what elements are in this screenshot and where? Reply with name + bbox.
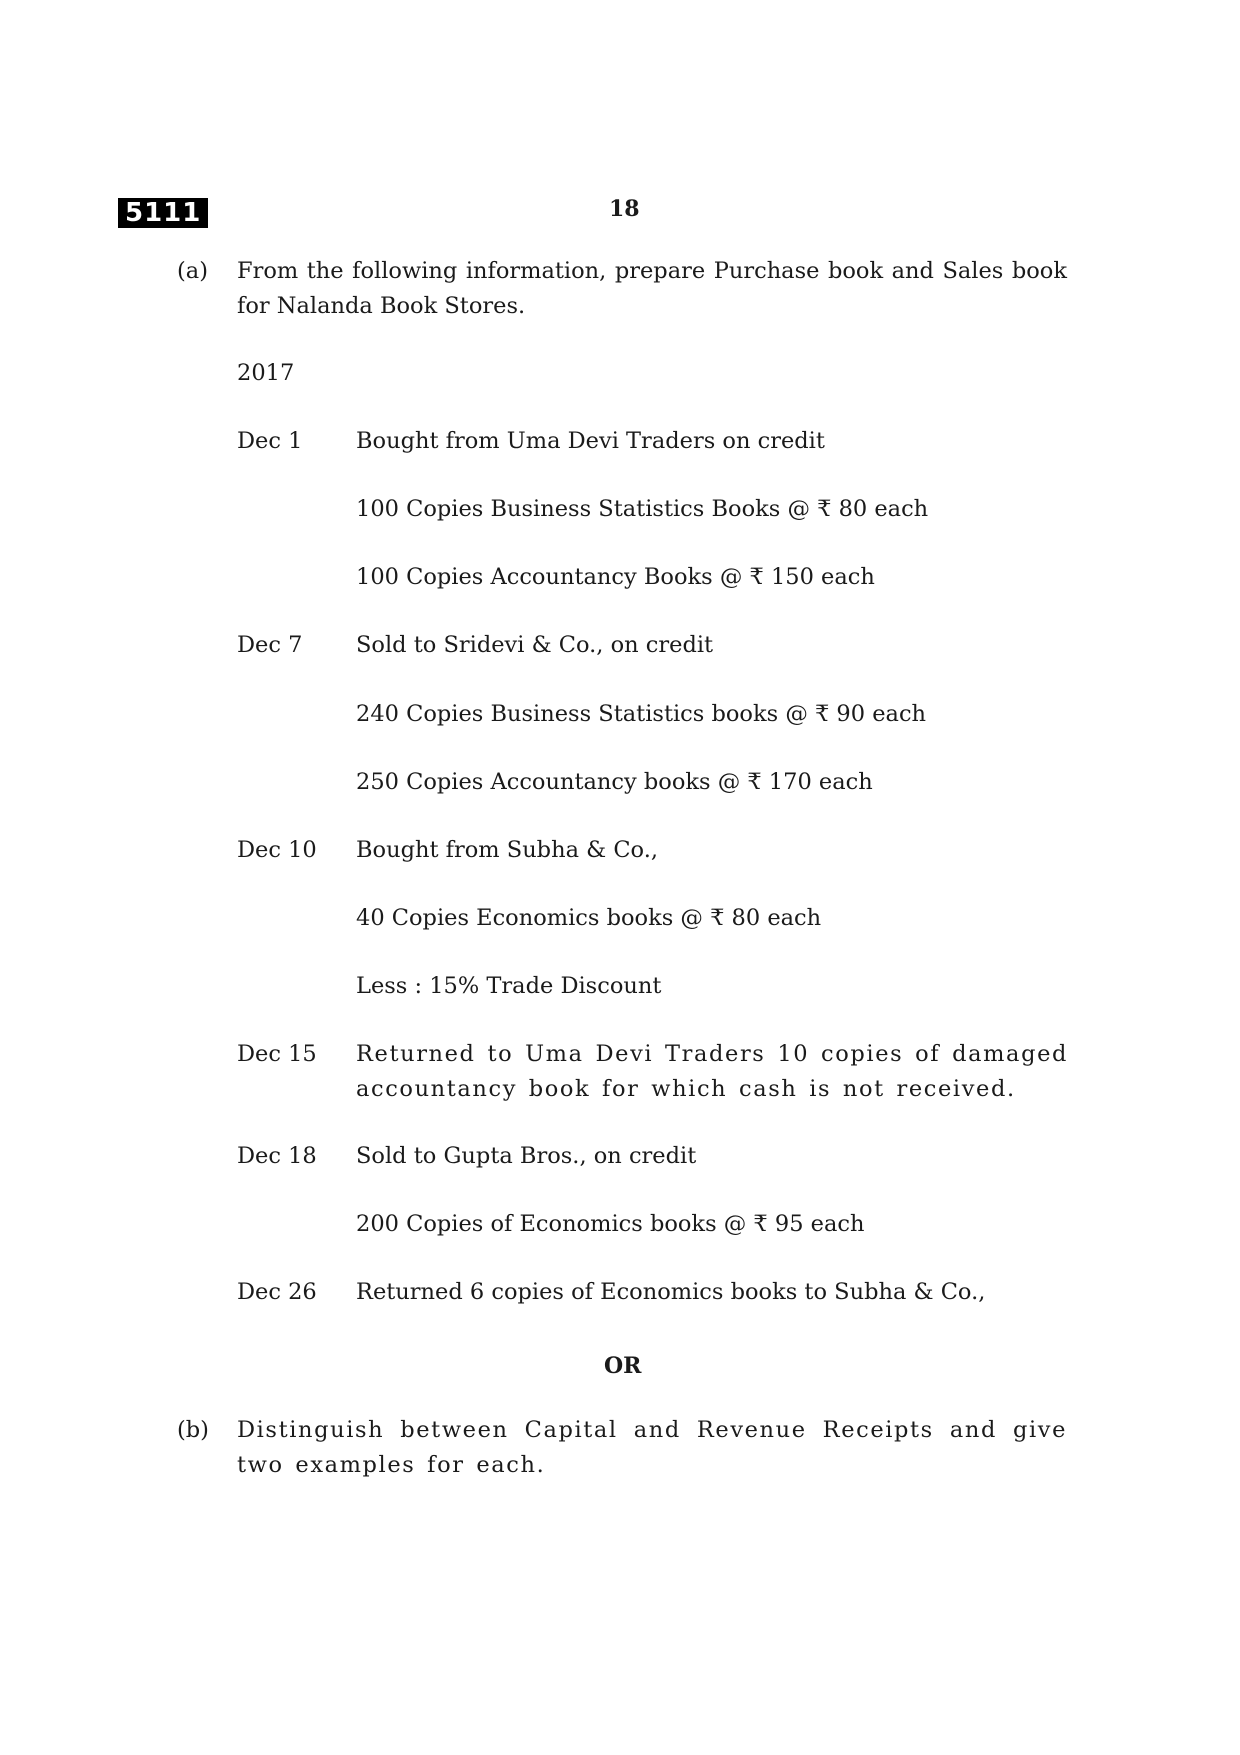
entry-date: Dec 10 [237,837,317,863]
entry-line: Bought from Uma Devi Traders on credit [356,428,825,454]
entry-line: Bought from Subha & Co., [356,837,658,863]
entry-date: Dec 18 [237,1143,317,1169]
page-number: 18 [609,196,640,222]
entry-date: Dec 15 [237,1041,317,1067]
part-b-question: Distinguish between Capital and Revenue Receipts and give two examples for each. [237,1417,1067,1478]
part-b-label: (b) [177,1417,209,1443]
entry-line: Returned 6 copies of Economics books to Subha & Co., [356,1279,986,1305]
entry-date: Dec 1 [237,428,303,454]
entry-line: 200 Copies of Economics books @ ₹ 95 each [356,1211,865,1237]
entry-date: Dec 7 [237,632,303,658]
entry-line: Sold to Sridevi & Co., on credit [356,632,714,658]
entry-line: 250 Copies Accountancy books @ ₹ 170 each [356,769,873,795]
entry-date: Dec 26 [237,1279,317,1305]
entry-line: Less : 15% Trade Discount [356,973,662,999]
entry-line: 40 Copies Economics books @ ₹ 80 each [356,905,822,931]
entry-line: 240 Copies Business Statistics books @ ₹ 90 each [356,701,927,727]
part-a-label: (a) [177,258,208,284]
question-paper-code: 5111 [118,198,208,228]
entry-line: 100 Copies Accountancy Books @ ₹ 150 each [356,564,875,590]
part-a-question: From the following information, prepare Purchase book and Sales book for Nalanda Book Stores. [237,258,1067,319]
entry-line: 100 Copies Business Statistics Books @ ₹ 80 each [356,496,929,522]
or-separator: OR [604,1353,642,1379]
entry-line: Returned to Uma Devi Traders 10 copies of damaged accountancy book for which cash is not received. [356,1041,1068,1102]
year: 2017 [237,360,295,386]
entry-line: Sold to Gupta Bros., on credit [356,1143,697,1169]
